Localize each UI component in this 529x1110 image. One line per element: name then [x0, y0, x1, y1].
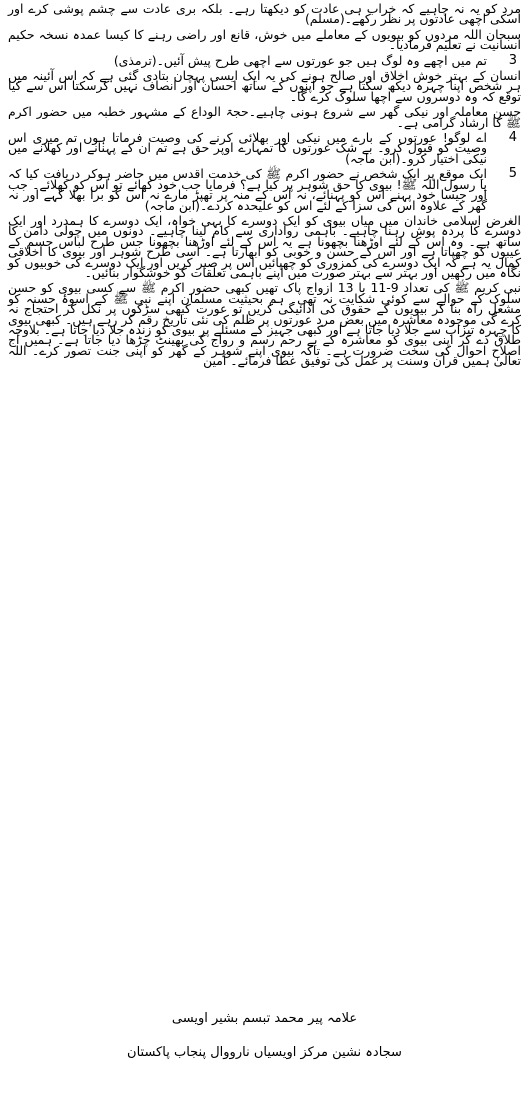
paragraph [8, 1, 521, 27]
paragraph-text: الغرض اسلامی خاندان میں میاں بیوی کو ایک دوسرے کا بہی خواہ، ایک دوسرے کا ہمدرد اور ایک دوسرے کا پردہ پوش رہنا چاہیے۔ باہمی رواداری سے کام لینا چاہیے۔ دونوں میں چولی دامن کا ساتھ ہے۔ وہ اس کے لئے اوڑھنا بچھونا ہے یہ اس کے لئے اوڑھنا بچھونا جس طرح لباس جسم کے عیبوں کو چھپاتا ہے اور اس کے حسن و خوبی کو ابھارتا ہے۔ اسی طرح شوہر اور بیوی کا اخلاقی کمال یہ ہے کہ ایک دوسرے کی کمزوری کو چھپائیں اس پر صبر کریں اور ایک دوسرے کی خوبیوں کو نگاہ میں رکھیں اور بہتر سے بہتر صورت میں اپنے باہمی تعلقات کو خوشگوار بنائیں۔ [8, 212, 521, 280]
hadith-number: 5 [508, 166, 517, 182]
paragraph [8, 68, 521, 104]
paragraph-text: اے لوگو! عورتوں کے بارے میں نیکی اور بھلائی کرنے کی وصیت فرماتا ہوں تم میری اس وصیت کو قبول کرو۔ بے شک عورتوں کا تمہارے اوپر حق ہے تم ان کے پہنانے اور کھلانے میں نیکی اختیار کرو۔(ابن ماجہ) [8, 130, 487, 166]
numbered-hadith [8, 166, 521, 213]
numbered-hadith [8, 52, 521, 68]
paragraph [8, 280, 521, 369]
paragraph [8, 212, 521, 280]
paragraph [8, 104, 521, 130]
paragraph-text: تم میں اچھے وہ لوگ ہیں جو عورتوں سے اچھی طرح پیش آئیں۔(ترمذی) [113, 52, 487, 68]
paragraph [8, 26, 521, 53]
hadith-number: 3 [508, 52, 517, 68]
paragraph-text: انسان کے بہتر خوش اخلاق اور صالح ہونے کی یہ ایک ایسی پہچان بتادی گئی ہے کہ اس آئینہ میں ہر شخص اپنا چہرہ دیکھ سکتا ہے جو اپنوں کے ساتھ احسان اور انصاف نہیں کرسکتا اس سے کیا توقع کہ وہ دوسروں سے اچھا سلوک کرے گا۔ [8, 68, 521, 104]
author-title: سجادہ نشین مرکز اویسیاں نارووال پنجاب پاکستان [127, 1045, 402, 1060]
paragraph-text: نبی کریم ﷺ کی تعداد 9-11 یا 13 ازواج پاک تھیں کبھی حضور اکرم ﷺ سے کسی بیوی کو حسن سلوک کے حوالے سے کوئی شکایت نہ تھی۔ ہم بحیثیت مسلمان اپنے نبی ﷺ کے اسوۂ حسنہ کو مشعل راہ بنا کر بیویوں کے حقوق کی ادائیگی کریں تو عورت کبھی سڑکوں پر نکل کر احتجاج نہ کرے گی موجودہ معاشرہ میں بعض مرد عورتوں پر ظلم کی نئی تاریخ رقم کر رہے ہیں۔ کبھی بیوی کا چہرہ تیزاب سے جلا دیا جاتا ہے اور کبھی جہیز کے مسئلے پر بیوی کو زندہ جلا دیا جاتا ہے۔ بلاوجہ طلاق دے کر اپنی بیوی کو معاشرہ کے بے رحم رسم و رواج کی بھینٹ چڑھا دیا جاتا ہے۔ ہمیں آج اصلاح احوال کی سخت ضرورت ہے۔ تاکہ بیوی اپنے شوہر کے گھر کو اپنی جنت تصور کرے۔ اللہ تعالیٰ ہمیں قرآن وسنت پر عمل کی توفیق عطا فرمائے۔ آمین [8, 280, 521, 369]
paragraph-text: ایک موقع پر ایک شخص نے حضور اکرم ﷺ کی خدمت اقدس میں حاضر ہوکر دریافت کیا کہ یا رسول اللہ ﷺ! بیوی کا حق شوہر پر کیا ہے؟ فرمایا جب خود کھائے تو اس کو کھلائے۔ جب اور جیسا خود پہنے اس کو پہنائے، نہ اس کے منہ پر تھپڑ مارے نہ اس کو برا بھلا کہے اور نہ گھر کے علاوہ اس کی سزا کے لئے اس کو علیحدہ کردے۔(ابن ماجہ) [8, 166, 487, 213]
paragraph-text: سبحان اللہ مردوں کو بیویوں کے معاملے میں خوش، قانع اور راضی رہنے کا کیسا عمدہ نسخہ حکیم انسانیت نے تعلیم فرمادیا۔ [8, 26, 521, 53]
numbered-hadith [8, 130, 521, 166]
paragraph-text: مرد کو یہ نہ چاہیے کہ خراب ہی عادت کو دیکھتا رہے۔ بلکہ بری عادت سے چشم پوشی کرے اور اسکی اچھی عادتوں پر نظر رکھے۔(مسلم) [8, 1, 521, 27]
author-name: علامہ پیر محمد تبسم بشیر اویسی [171, 1011, 358, 1026]
hadith-number: 4 [508, 130, 517, 146]
paragraph-text: حسن معاملہ اور نیکی گھر سے شروع ہونی چاہیے۔حجۃ الوداع کے مشہور خطبہ میں حضور اکرم ﷺ کا ارشاد گرامی ہے۔ [8, 104, 521, 130]
